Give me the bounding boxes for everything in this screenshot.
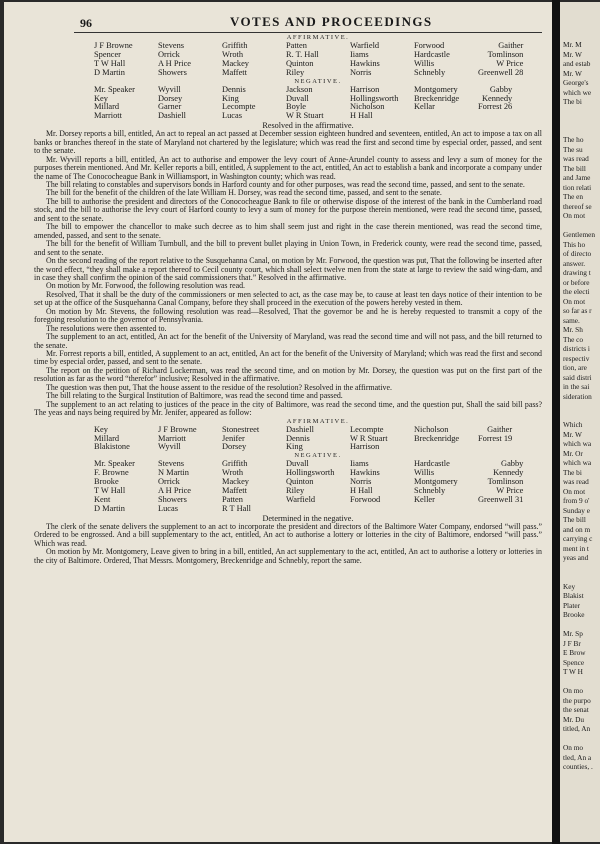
member-name: R. T. Hall <box>286 49 319 59</box>
member-name: Gaither <box>498 41 524 50</box>
paragraph: Mr. Forrest reports a bill, entitled, A supplement to an act, entitled, An act for the benefit of the University of Maryland; which was read the first and second time by especial order, passed, and sent to the senate. <box>34 349 542 367</box>
member-name: Warfield <box>286 495 316 504</box>
facing-page-line: George's <box>563 78 589 87</box>
facing-page-line: respectiv <box>563 353 590 363</box>
paragraph: The bill relating to constables and supervisors bonds in Harford county and for other purposes, was read the second time, passed, and sent to the senate. <box>46 179 525 189</box>
member-name: H Hall <box>350 486 373 496</box>
facing-page-line: counties, . <box>563 762 593 771</box>
member-name: Millard <box>94 433 120 443</box>
facing-page-line: Spence <box>563 657 585 667</box>
member-name: N Martin <box>158 468 189 478</box>
facing-page-line <box>563 734 600 744</box>
facing-page-line: sideration <box>563 391 592 401</box>
facing-page-line <box>563 620 600 630</box>
member-name: Marriott <box>158 433 186 443</box>
facing-page-line: On mo <box>563 686 584 695</box>
facing-page-line: tion, are <box>563 363 587 372</box>
vote-result: Resolved in the affirmative. <box>262 121 354 131</box>
member-name: Jackson <box>286 84 313 94</box>
member-name: Nicholson <box>350 102 385 112</box>
vote-record-1 <box>34 34 542 130</box>
facing-page-line: This ho <box>563 239 586 249</box>
paragraph: The supplement to an act, entitled, An act for the benefit of the University of Maryland, was read the second time and will not pass, and the bill returned to the senate. <box>34 332 542 350</box>
member-name: Willis <box>414 468 435 478</box>
member-name: Jenifer <box>222 433 245 443</box>
member-name: Brooke <box>94 477 119 487</box>
member-name: Dorsey <box>158 93 183 103</box>
member-name: Orrick <box>158 49 180 59</box>
facing-page-line: The bill <box>563 515 586 524</box>
member-name: Wyvill <box>158 84 181 94</box>
facing-page-line: ment in t <box>563 543 589 553</box>
member-name: W R Stuart <box>286 111 324 121</box>
paragraph: Mr. Dorsey reports a bill, entitled, An act to repeal an act passed at December session eighteen hundred and seventeen, entitled, An act to impose a tax on all banks or branches thereof in the state of Maryland not chartered by the legislature; which was read the first and second time by especial order, passed, and sent to the senate. <box>34 129 542 156</box>
member-name: W R Stuart <box>350 433 388 443</box>
book-gutter <box>552 0 560 844</box>
facing-page-line: Mr. Or <box>563 448 583 458</box>
member-name: Schnebly <box>414 486 446 496</box>
facing-page-line: On mo <box>563 743 584 752</box>
names-row <box>94 505 523 514</box>
member-name: H Hall <box>350 111 373 121</box>
member-name: Millard <box>94 102 120 112</box>
paragraph: The question was then put, That the house assent to the residue of the resolution? Resolved in the affirmative. <box>46 382 392 392</box>
facing-page-line: Sunday e <box>563 505 590 515</box>
member-name: Maffett <box>222 486 247 496</box>
member-name: Forrest 26 <box>478 102 513 112</box>
facing-page-line: The bill <box>563 163 586 173</box>
facing-page-line <box>563 677 600 687</box>
member-name: Breckenridge <box>414 93 460 103</box>
facing-page-line: from 9 o' <box>563 496 590 505</box>
member-name: Stonestreet <box>222 424 260 434</box>
member-name: Hollingsworth <box>286 468 335 478</box>
facing-page-line: which we <box>563 87 592 97</box>
member-name: Kent <box>94 495 111 504</box>
facing-page-line: E Brow <box>563 648 586 657</box>
member-name: Quinton <box>286 477 314 487</box>
names-row <box>94 69 523 78</box>
paragraph: Mr. Wyvill reports a bill, entitled, An act to authorise and empower the levy court of Anne-Arundel county to assess and levy a sum of money for the purposes therein mentioned. And Mr. Keller reports a bill, entitled, A supplement to the act, entitled, An act to establish a bank and incorporate a company under the name of The Conococheague Bank in Williamsport, in Washington county; which was read. <box>34 154 542 181</box>
member-name: Gaither <box>487 424 513 434</box>
member-name: Hawkins <box>350 58 380 68</box>
member-name: Montgomery <box>414 84 458 94</box>
member-name <box>350 505 414 514</box>
member-name: Blakistone <box>94 442 130 452</box>
vote-result: Determined in the negative. <box>262 513 354 523</box>
member-name <box>414 112 478 121</box>
facing-page-fragment <box>560 2 600 842</box>
member-name: T W Hall <box>94 486 126 496</box>
facing-page-line: carrying c <box>563 534 593 543</box>
member-name: Willis <box>414 58 435 68</box>
member-name: Spencer <box>94 49 121 59</box>
facing-page-line: Mr. Du <box>563 714 585 724</box>
member-name: Tomlinson <box>487 49 524 59</box>
member-name: Mr. Speaker <box>94 459 135 469</box>
member-name: Orrick <box>158 477 180 487</box>
running-title: VOTES AND PROCEEDINGS <box>230 14 433 29</box>
member-name: Iiams <box>350 459 369 469</box>
member-name: Maffett <box>222 67 247 77</box>
member-name: Key <box>94 93 108 103</box>
paragraph: The supplement to an act relating to justices of the peace in the city of Baltimore, was read the second time, and the question put, Shall the said bill pass? The yeas and nays being required by Mr. Jenifer, appeared as follow: <box>34 399 542 418</box>
member-name: Boyle <box>286 102 307 112</box>
member-name <box>286 505 350 514</box>
facing-page-line: titled, An <box>563 724 591 733</box>
member-name: Marriott <box>94 111 122 121</box>
member-name: Quinton <box>286 58 314 68</box>
paragraph: The bill to authorise the president and directors of the Conococheague Bank to file or otherwise dispose of the interest of the bank in the Cumberland road stock, and the bill to authorise the levy court of Harford county to levy a sum of money for the purpose therein mentioned, were read the second time, passed, and sent to the senate. <box>34 196 542 223</box>
member-name: Forwood <box>414 41 445 50</box>
names-row <box>94 435 512 444</box>
member-name: Greenwell 31 <box>478 495 524 504</box>
facing-page-line: yeas and <box>563 553 589 562</box>
facing-page-line: in the sai <box>563 382 590 391</box>
paragraph: The report on the petition of Richard Lockerman, was read the second time, and on motion by Mr. Dorsey, the question was put on the first part of the resolution as far as the word “therefor” inclusive; Resolved in the affirmative. <box>34 365 542 384</box>
member-name: Harrison <box>350 442 380 452</box>
facing-page-line: The su <box>563 144 583 154</box>
member-name: Norris <box>350 477 372 487</box>
member-name: Nicholson <box>414 424 449 434</box>
member-name: D Martin <box>94 503 125 513</box>
names-row <box>94 112 512 121</box>
page-header <box>34 16 542 30</box>
member-name: King <box>222 93 239 103</box>
facing-page-line: and Jame <box>563 173 591 182</box>
facing-page-line: Key <box>563 581 576 591</box>
document-page <box>4 2 552 842</box>
member-name: Kennedy <box>493 468 524 478</box>
member-name: A H Price <box>158 486 192 496</box>
member-name: T W Hall <box>94 58 126 68</box>
facing-page-line: which wa <box>563 439 592 448</box>
facing-page-line <box>563 107 600 117</box>
member-name: Lucas <box>222 111 242 121</box>
facing-page-line: Mr. W <box>563 429 582 439</box>
member-name: Patten <box>286 41 307 50</box>
facing-page-line <box>563 116 600 126</box>
facing-page-line: tion relati <box>563 182 592 192</box>
paragraph: The resolutions were then assented to. <box>46 323 167 333</box>
member-name: Hollingsworth <box>350 93 399 103</box>
member-name: Dennis <box>286 433 310 443</box>
paragraph: The bill relating to the Surgical Institution of Baltimore, was read the second time and passed. <box>46 391 343 401</box>
facing-page-line: answer. <box>563 258 586 268</box>
facing-page-line: said distri <box>563 372 592 382</box>
member-name: Lecompte <box>222 102 256 112</box>
facing-page-line: The co <box>563 334 584 344</box>
paragraph: On motion by Mr. Montgomery, Leave given to bring in a bill, entitled, An act supplementary to the act, entitled, An act to authorise a lottery or lotteries in the city of Baltimore. Ordered, That Messrs. Montgomery, Breckenridge and Schnebly, report the same. <box>34 547 542 565</box>
paragraph: The bill to empower the chancellor to make such decree as to him shall seem just and right in the case therein mentioned, was read the second time, amended, passed, and sent to the senate. <box>34 222 542 240</box>
member-name: Gabby <box>501 459 524 469</box>
member-name: Patten <box>222 495 243 504</box>
facing-page-line: so far as r <box>563 306 592 315</box>
facing-page-line: Mr. Sp <box>563 629 583 638</box>
member-name <box>414 443 478 452</box>
member-name: J F Browne <box>94 41 133 50</box>
member-name <box>478 112 512 121</box>
member-name: Griffith <box>222 459 248 469</box>
facing-page-line: Gentlemen <box>563 230 596 239</box>
facing-page-line: the senat <box>563 705 589 714</box>
member-name: Key <box>94 424 108 434</box>
facing-page-line: On mot <box>563 211 586 220</box>
member-name: Wroth <box>222 49 244 59</box>
facing-page-line: Plater <box>563 600 581 610</box>
facing-page-line: thereof se <box>563 201 592 211</box>
member-name: J F Browne <box>158 424 197 434</box>
facing-page-line: drawing t <box>563 268 591 277</box>
member-name: Warfield <box>350 41 380 50</box>
member-name: Duvall <box>286 93 309 103</box>
member-name: Tomlinson <box>487 477 524 487</box>
header-rule <box>74 32 542 33</box>
member-name: Kennedy <box>481 93 513 103</box>
facing-page-line: Mr. M <box>563 40 582 49</box>
member-name: Gabby <box>489 84 513 94</box>
member-name: Hardcastle <box>414 49 450 59</box>
negative-names-table <box>94 460 523 513</box>
negative-names-table <box>94 86 512 122</box>
member-name: Mackey <box>222 58 249 68</box>
facing-page-line: the electi <box>563 287 590 296</box>
member-name: Forwood <box>350 495 381 504</box>
paragraph: The bill for the benefit of the children of the late William H. Dorsey, was read the second time, passed, and sent to the senate. <box>46 188 442 198</box>
facing-page-line: Which <box>563 420 583 429</box>
facing-page-line: Blakist <box>563 591 584 600</box>
member-name: Dennis <box>222 84 246 94</box>
member-name: Mr. Speaker <box>94 84 135 94</box>
member-name: R T Hall <box>222 503 252 513</box>
member-name: Griffith <box>222 41 248 50</box>
proceedings-text-1 <box>34 130 542 417</box>
affirmative-label: AFFIRMATIVE. <box>286 34 350 41</box>
facing-page-line: The en <box>563 192 584 201</box>
member-name: Montgomery <box>414 477 458 487</box>
affirmative-names-table <box>94 42 523 78</box>
affirmative-names-table <box>94 426 512 453</box>
paragraph: Resolved, That it shall be the duty of the commissioners or men selected to act, as the case may be, to cause at least ten days notice of their intention to be set up at the office of the Susquehanna Canal Company, before they shall proceed in the execution of the powers hereby vested in them. <box>34 289 542 308</box>
member-name: Mackey <box>222 477 249 487</box>
member-name: Wyvill <box>158 442 181 452</box>
affirmative-label: AFFIRMATIVE. <box>286 417 350 425</box>
facing-page-line: J F Br <box>563 638 581 648</box>
member-name: D Martin <box>94 67 125 77</box>
member-name: King <box>286 442 303 452</box>
facing-page-line: the purpo <box>563 695 591 705</box>
member-name: Breckenridge <box>414 433 460 443</box>
member-name <box>478 505 523 514</box>
member-name: Norris <box>350 67 372 77</box>
member-name: Schnebly <box>414 67 446 77</box>
member-name: Hardcastle <box>414 459 450 469</box>
facing-page-line: T W H <box>563 667 583 676</box>
paragraph: The bill for the benefit of William Turnbull, and the bill to prevent bullet playing in Union Town, in Frederick county, were read the second time, passed, and sent to the senate. <box>34 239 542 257</box>
facing-page-line: Mr. Sh <box>563 325 583 334</box>
member-name: A H Price <box>158 58 192 68</box>
facing-page-line: and estab <box>563 59 591 68</box>
member-name: Riley <box>286 67 305 77</box>
member-name: Iiams <box>350 49 369 59</box>
member-name: Showers <box>158 495 187 504</box>
paragraph: On motion by Mr. Stevens, the following resolution was read—Resolved, That the governor be and he is hereby requested to transmit a copy of the foregoing resolution to the governor of Pennsylvania. <box>34 306 542 325</box>
member-name <box>414 505 478 514</box>
facing-page-line: The bi <box>563 97 582 106</box>
member-name: Duvall <box>286 459 309 469</box>
member-name: Hawkins <box>350 468 380 478</box>
member-name: Wroth <box>222 468 244 478</box>
facing-page-line: Brooke <box>563 610 585 619</box>
facing-page-line <box>563 401 600 411</box>
member-name: Harrison <box>350 84 380 94</box>
paragraph: The clerk of the senate delivers the supplement to an act to incorporate the president and directors of the Baltimore Water Company, endorsed “will pass.” Ordered to be engrossed. And a bill supplementary to the act, entitled, An act to authorise a lottery or lotteries in the city of Baltimore, endorsed “will pass.” Which was read. <box>34 521 542 548</box>
member-name: Dashiell <box>286 424 314 434</box>
facing-page-line: which wa <box>563 458 592 467</box>
facing-page-line <box>563 563 600 573</box>
facing-page-line: districts i <box>563 344 590 353</box>
facing-page-line: Mr. W <box>563 68 582 78</box>
paragraph: On the second reading of the report relative to the Susquehanna Canal, on motion by Mr. Forwood, the question was put, That the following be inserted after the word effect, “they shall make a report thereof to Cecil county court, which shall select twelve men from the state at large to review the said wing-dam, and in case they shall confirm the opinion of the said commissioners that.” Resolved in the affirmative. <box>34 256 542 282</box>
member-name: Riley <box>286 486 305 496</box>
member-name: W Price <box>496 486 524 496</box>
facing-page-line: The ho <box>563 135 584 144</box>
member-name <box>478 443 512 452</box>
vote-record-2 <box>34 418 542 523</box>
facing-page-line <box>563 221 600 231</box>
member-name: Dashiell <box>158 111 186 121</box>
facing-page-line: same. <box>563 315 580 325</box>
negative-label: NEGATIVE. <box>294 452 342 460</box>
facing-page-line: and on m <box>563 524 591 534</box>
member-name: Lucas <box>158 503 178 513</box>
member-name: Garner <box>158 102 182 112</box>
facing-page-line: of directo <box>563 249 592 258</box>
page-number: 96 <box>80 16 92 30</box>
facing-page-line: or before <box>563 277 590 287</box>
facing-page-line <box>563 411 600 421</box>
negative-label: NEGATIVE. <box>294 77 342 85</box>
member-name: Forrest 19 <box>478 433 513 443</box>
facing-page-line <box>563 572 600 582</box>
proceedings-text-2 <box>34 523 542 565</box>
facing-page-line: The bi <box>563 467 582 477</box>
facing-page-line: On mot <box>563 296 586 306</box>
member-name: Greenwell 28 <box>478 67 524 77</box>
facing-page-line: was read <box>563 477 589 486</box>
member-name: Stevens <box>158 459 185 469</box>
member-name: Showers <box>158 67 187 77</box>
facing-page-line: was read <box>563 154 589 163</box>
names-row <box>94 443 512 452</box>
member-name: Dorsey <box>222 442 247 452</box>
member-name: F. Browne <box>94 468 129 478</box>
member-name: Stevens <box>158 41 185 50</box>
facing-page-line: Mr. W <box>563 49 582 59</box>
member-name: Lecompte <box>350 424 384 434</box>
facing-page-line: On mot <box>563 486 586 496</box>
facing-page-line <box>563 126 600 136</box>
member-name: W Price <box>496 58 524 68</box>
member-name: Keller <box>414 495 435 504</box>
member-name: Kellar <box>414 102 435 112</box>
facing-page-line: tled, An a <box>563 752 592 762</box>
paragraph: On motion by Mr. Forwood, the following resolution was read. <box>46 281 245 291</box>
